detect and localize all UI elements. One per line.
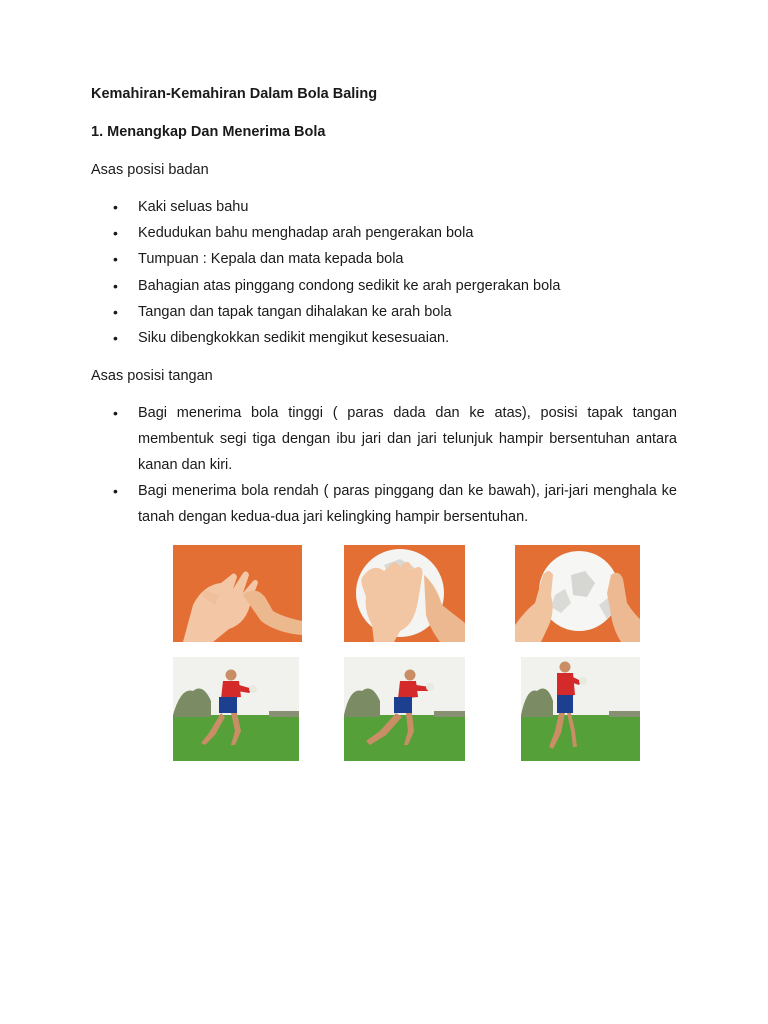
- body-position-list: [113, 197, 713, 354]
- hands-ball-side-illustration: [515, 545, 640, 642]
- list-item: • Bagi menerima bola tinggi ( paras dada dan ke atas), posisi tapak tangan membentuk segi tiga dengan ibu jari dan jari telunjuk hampir bersentuhan antara kanan dan kiri.: [113, 405, 677, 473]
- player-catch-2-illustration: [344, 657, 465, 761]
- bullet-icon: •: [113, 303, 118, 320]
- photo-player-catch-2: [344, 657, 465, 761]
- photo-player-catch-3: [521, 657, 640, 761]
- hands-ball-top-illustration: [344, 545, 465, 642]
- bullet-icon: •: [113, 277, 118, 294]
- bullet-icon: •: [113, 199, 118, 215]
- player-catch-3-illustration: [521, 657, 640, 761]
- bullet-icon: •: [113, 483, 118, 499]
- photo-hands-ball-side: [515, 545, 640, 642]
- list-item: • Bahagian atas pinggang condong sedikit ke arah pergerakan bola: [113, 277, 561, 294]
- bullet-icon: •: [113, 329, 118, 346]
- list-item: • Bagi menerima bola rendah ( paras pinggang dan ke bawah), jari-jari menghala ke tanah dengan kedua-dua jari kelingking hampir bersentuhan.: [113, 483, 677, 525]
- list-item: • Kaki seluas bahu: [113, 199, 249, 215]
- hands-open-illustration: [173, 545, 302, 642]
- list-item: • Tumpuan : Kepala dan mata kepada bola: [113, 251, 404, 268]
- player-catch-1-illustration: [173, 657, 299, 761]
- bullet-icon: •: [113, 405, 118, 421]
- body-position-heading: Asas posisi badan: [91, 162, 209, 178]
- section-heading: 1. Menangkap Dan Menerima Bola: [91, 124, 326, 140]
- list-item: • Siku dibengkokkan sedikit mengikut kesesuaian.: [113, 329, 450, 346]
- hand-position-heading: Asas posisi tangan: [91, 368, 213, 384]
- document-title: Kemahiran-Kemahiran Dalam Bola Baling: [91, 86, 378, 102]
- photo-player-catch-1: [173, 657, 299, 761]
- photo-hands-ball-top: [344, 545, 465, 642]
- bullet-icon: •: [113, 225, 118, 242]
- photo-hands-open: [173, 545, 302, 642]
- hand-position-list: [113, 403, 677, 533]
- bullet-icon: •: [113, 251, 118, 268]
- list-item: • Kedudukan bahu menghadap arah pengerakan bola: [113, 225, 474, 242]
- list-item: • Tangan dan tapak tangan dihalakan ke arah bola: [113, 303, 452, 320]
